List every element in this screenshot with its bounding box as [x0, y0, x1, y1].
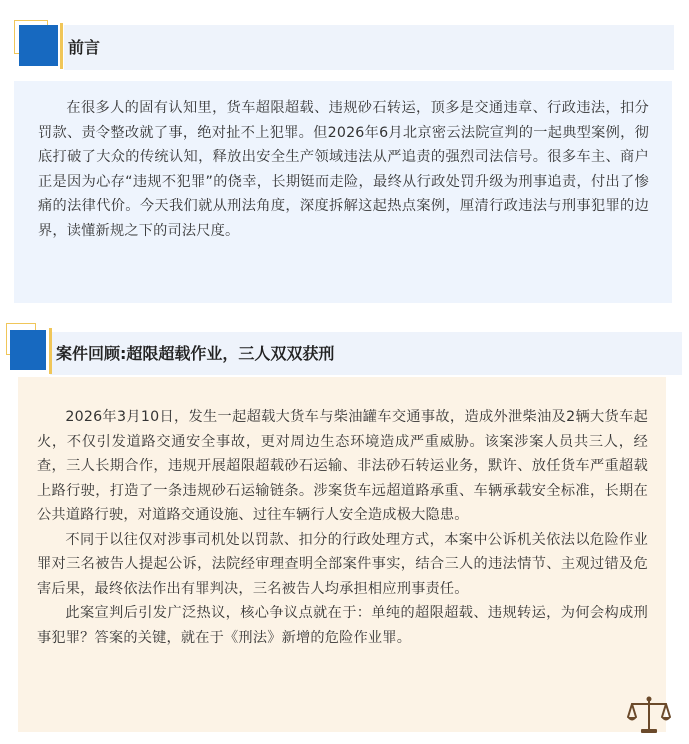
header-decoration-square	[19, 25, 58, 66]
header-bar	[64, 25, 674, 70]
section-header-preface	[14, 20, 674, 72]
header-decoration-square	[10, 330, 46, 370]
paragraph: 2026年3月10日，发生一起超载大货车与柴油罐车交通事故，造成外泄柴油及2辆大货车起火，不仅引发道路交通安全事故，更对周边生态环境造成严重威胁。该案涉案人员共三人，经查，三人长期合作，违规开展超限超载砂石运输、非法砂石转运业务，默许、放任货车严重超载上路行驶，打造了一条违规砂石运输链条。涉案货车远超道路承重、车辆承载安全标准，长期在公共道路行驶，对道路交通设施、过往车辆行人安全造成极大隐患。	[37, 409, 648, 523]
header-decoration-line	[60, 23, 63, 69]
preface-content-box	[14, 81, 672, 303]
paragraph: 不同于以往仅对涉事司机处以罚款、扣分的行政处理方式，本案中公诉机关依法以危险作业罪对三名被告人提起公诉，法院经审理查明全部案件事实，结合三人的违法情节、主观过错及危害后果，最终依法作出有罪判决，三名被告人均承担相应刑事责任。	[37, 531, 648, 597]
section-header-case-review	[14, 325, 674, 377]
paragraph: 此案宣判后引发广泛热议，核心争议点就在于：单纯的超限超载、违规转运，为何会构成刑事犯罪？答案的关键，就在于《刑法》新增的危险作业罪。	[37, 605, 648, 646]
scales-of-justice-icon	[626, 695, 672, 735]
header-decoration-line	[49, 328, 52, 374]
section-title: 案件回顾:超限超载作业，三人双双获刑	[56, 344, 335, 363]
paragraph: 在很多人的固有认知里，货车超限超载、违规砂石转运，顶多是交通违章、行政违法，扣分罚款、责令整改就了事，绝对扯不上犯罪。但2026年6月北京密云法院宣判的一起典型案例，彻底打破了大众的传统认知，释放出安全生产领域违法从严追责的强烈司法信号。很多车主、商户正是因为心存“违规不犯罪”的侥幸，长期铤而走险，最终从行政处罚升级为刑事追责，付出了惨痛的法律代价。今天我们就从刑法角度，深度拆解这起热点案例，厘清行政违法与刑事犯罪的边界，读懂新规之下的司法尺度。	[38, 100, 649, 239]
section-title: 前言	[68, 38, 101, 57]
case-review-content-box	[18, 377, 666, 732]
